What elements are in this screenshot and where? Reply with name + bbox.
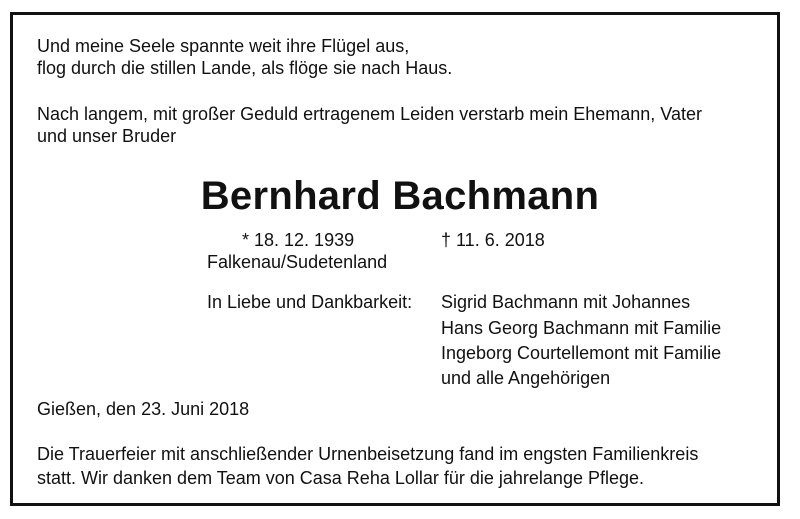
- notice-border: [10, 12, 780, 506]
- place-and-date: Gießen, den 23. Juni 2018: [37, 399, 250, 419]
- death-date: † 11. 6. 2018: [441, 230, 545, 250]
- mourner-name: Hans Georg Bachmann mit Familie: [441, 318, 722, 338]
- intro-line-2: und unser Bruder: [37, 126, 177, 146]
- intro-line-1: Nach langem, mit großer Geduld ertragenem Leiden verstarb mein Ehemann, Vater: [37, 104, 702, 124]
- birth-place: Falkenau/Sudetenland: [207, 252, 388, 272]
- deceased-name: Bernhard Bachmann: [200, 174, 600, 218]
- mourner-name: Sigrid Bachmann mit Johannes: [441, 292, 691, 312]
- birth-date: * 18. 12. 1939: [242, 230, 355, 250]
- funeral-notice-line-1: Die Trauerfeier mit anschließender Urnenbeisetzung fand im engsten Familienkreis: [37, 444, 699, 464]
- poem-line-2: flog durch die stillen Lande, als flöge sie nach Haus.: [37, 58, 453, 78]
- poem-line-1: Und meine Seele spannte weit ihre Flügel aus,: [37, 36, 410, 56]
- funeral-notice-line-2: statt. Wir danken dem Team von Casa Reha Lollar für die jahrelange Pflege.: [37, 468, 644, 488]
- mourner-name: Ingeborg Courtellemont mit Familie: [441, 343, 722, 363]
- mourner-name: und alle Angehörigen: [441, 368, 611, 388]
- mourners-label: In Liebe und Dankbarkeit:: [207, 292, 413, 312]
